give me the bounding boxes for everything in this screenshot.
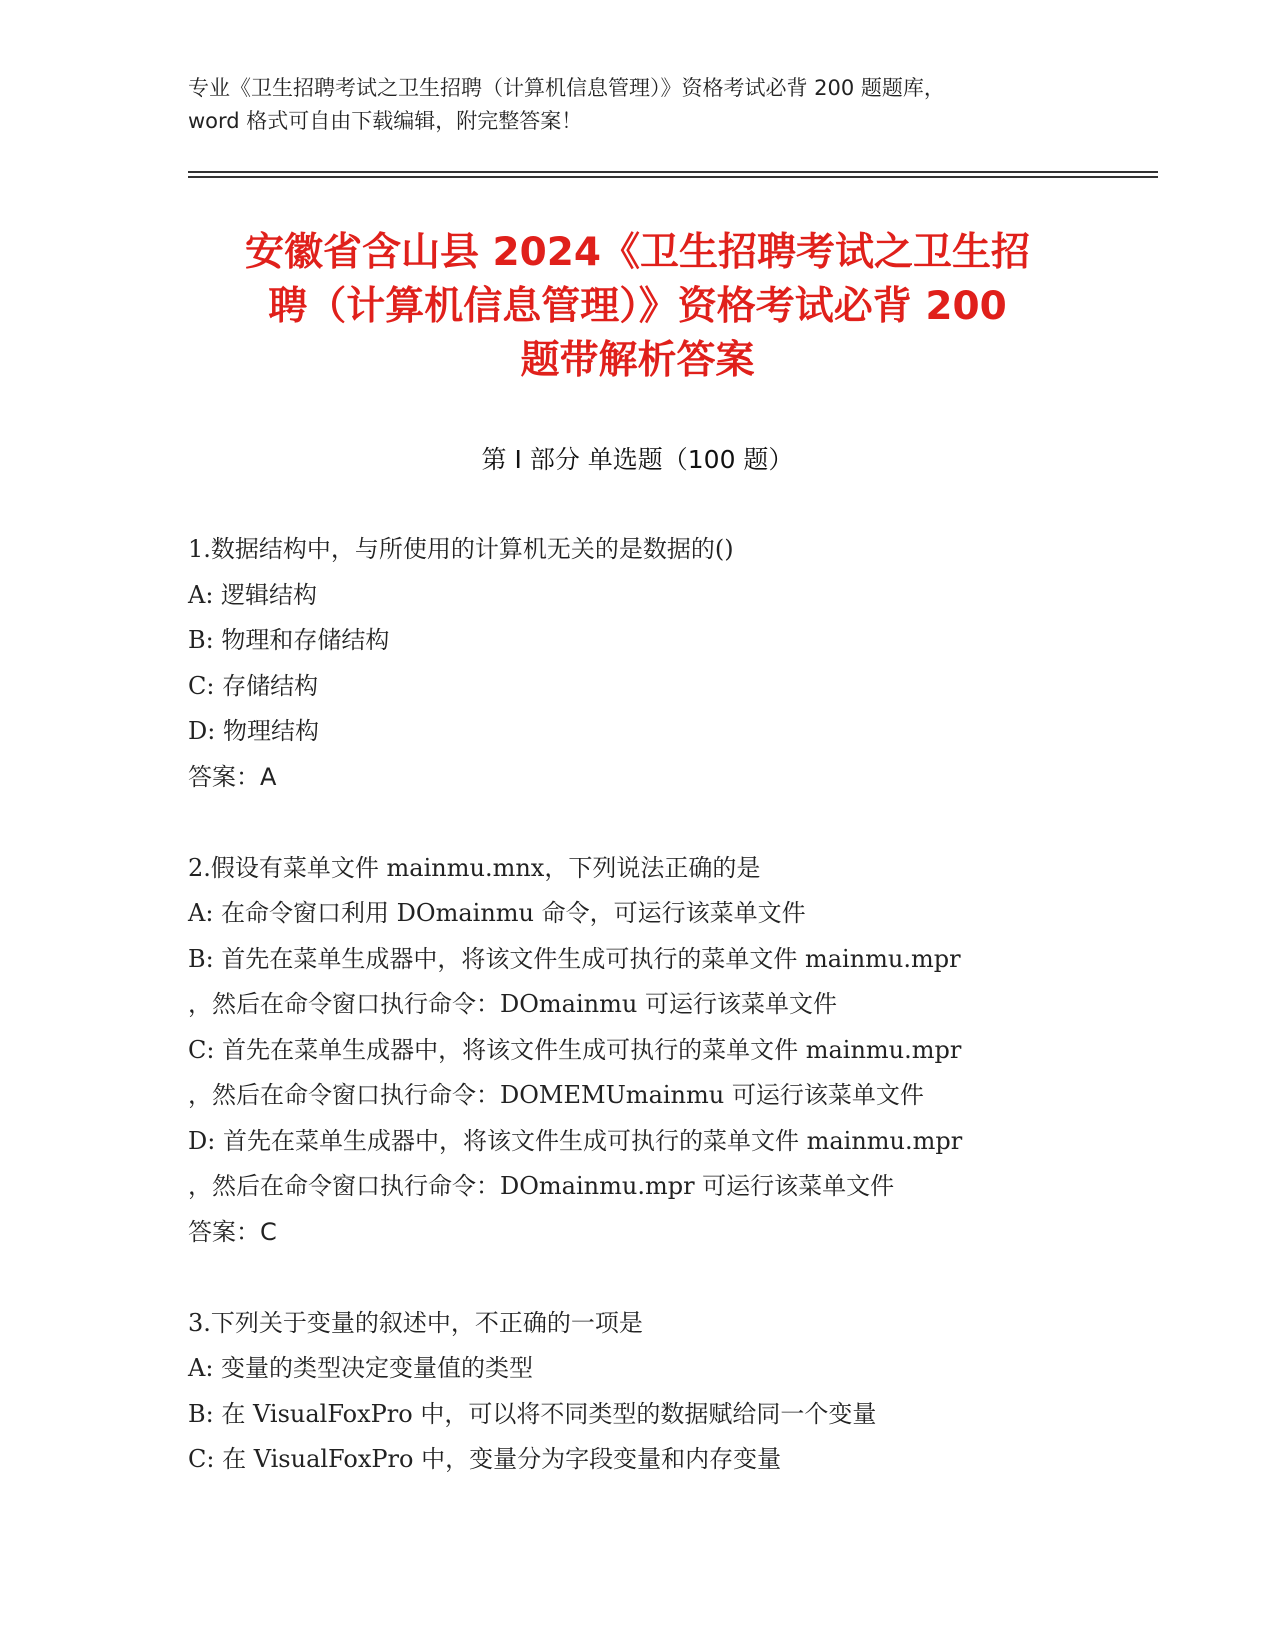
question-2 xyxy=(188,846,1088,1256)
option-b: B: 物理和存储结构 xyxy=(188,626,390,654)
title-line-1: 安徽省含山县 2024《卫生招聘考试之卫生招 xyxy=(244,230,1031,275)
answer: 答案：C xyxy=(188,1217,277,1246)
spacer xyxy=(188,1255,1088,1301)
title-line-3: 题带解析答案 xyxy=(520,338,755,383)
option-c-continued: ，然后在命令窗口执行命令：DOMEMUmainmu 可运行该菜单文件 xyxy=(188,1081,924,1109)
question-3 xyxy=(188,1301,1088,1483)
option-b: B: 首先在菜单生成器中，将该文件生成可执行的菜单文件 mainmu.mpr xyxy=(188,944,961,973)
spacer xyxy=(188,800,1088,846)
option-b-continued: ，然后在命令窗口执行命令：DOmainmu 可运行该菜单文件 xyxy=(188,990,837,1018)
document-title xyxy=(150,226,1125,388)
title-line-2: 聘（计算机信息管理）》资格考试必背 200 xyxy=(268,284,1007,329)
section-heading: 第 I 部分 单选题（100 题） xyxy=(481,445,794,474)
option-a: A: 变量的类型决定变量值的类型 xyxy=(188,1354,534,1382)
question-stem: 2.假设有菜单文件 mainmu.mnx，下列说法正确的是 xyxy=(188,853,761,882)
header-rule-bottom xyxy=(188,176,1158,178)
header-rule-top xyxy=(188,171,1158,173)
option-c: C: 存储结构 xyxy=(188,671,319,700)
question-list xyxy=(188,527,1088,1483)
question-1 xyxy=(188,527,1088,800)
option-d: D: 首先在菜单生成器中，将该文件生成可执行的菜单文件 mainmu.mpr xyxy=(188,1126,963,1155)
question-stem: 3.下列关于变量的叙述中，不正确的一项是 xyxy=(188,1308,643,1337)
option-c: C: 首先在菜单生成器中，将该文件生成可执行的菜单文件 mainmu.mpr xyxy=(188,1035,962,1064)
option-d-continued: ，然后在命令窗口执行命令：DOmainmu.mpr 可运行该菜单文件 xyxy=(188,1172,895,1200)
header-note xyxy=(188,72,1088,138)
answer: 答案：A xyxy=(188,762,277,791)
option-a: A: 逻辑结构 xyxy=(188,580,318,609)
header-note-line-2: word 格式可自由下载编辑，附完整答案！ xyxy=(188,109,583,133)
header-note-line-1: 专业《卫生招聘考试之卫生招聘（计算机信息管理）》资格考试必背 200 题题库， xyxy=(188,76,945,100)
option-a: A: 在命令窗口利用 DOmainmu 命令，可运行该菜单文件 xyxy=(188,899,806,927)
option-b: B: 在 VisualFoxPro 中，可以将不同类型的数据赋给同一个变量 xyxy=(188,1399,877,1428)
option-d: D: 物理结构 xyxy=(188,717,319,745)
question-stem: 1.数据结构中，与所使用的计算机无关的是数据的() xyxy=(188,535,734,563)
option-c: C: 在 VisualFoxPro 中，变量分为字段变量和内存变量 xyxy=(188,1445,782,1473)
